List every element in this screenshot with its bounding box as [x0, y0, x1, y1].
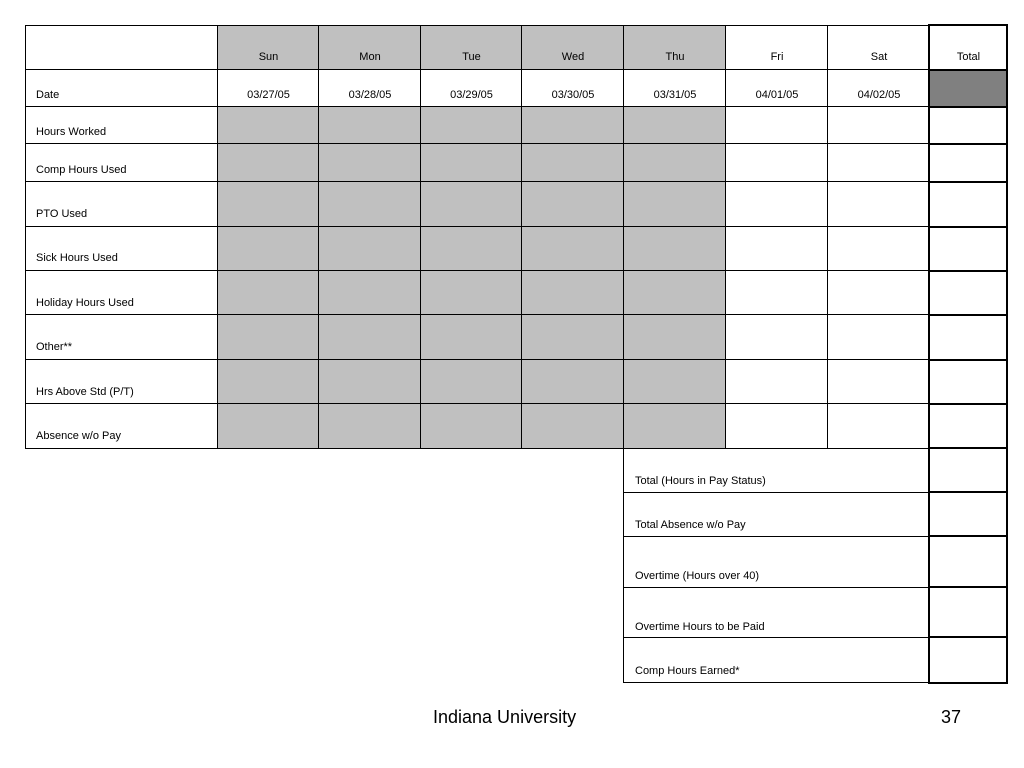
- grid-line: [25, 106, 930, 107]
- grid-line: [521, 25, 522, 449]
- row-label-holiday-hours-used: Holiday Hours Used: [36, 297, 134, 309]
- grid-line: [725, 25, 726, 449]
- day-header-fri: Fri: [770, 50, 784, 63]
- grid-line: [420, 25, 421, 449]
- total-column-border: [928, 447, 1008, 449]
- row-label-hours-worked: Hours Worked: [36, 126, 107, 138]
- total-column-border: [1006, 24, 1008, 684]
- day-header-tue: Tue: [421, 25, 522, 70]
- total-column-border: [928, 69, 1008, 71]
- grid-line: [25, 403, 930, 404]
- header-corner-cell: [25, 25, 218, 70]
- row-label-comp-hours-used: Comp Hours Used: [36, 164, 127, 176]
- grid-line: [25, 226, 930, 227]
- grid-line: [25, 270, 930, 271]
- total-column-border: [928, 682, 1008, 684]
- grid-line: [25, 143, 930, 144]
- total-column-border: [928, 143, 1008, 145]
- grid-line: [827, 25, 828, 449]
- footer-organization: Indiana University: [433, 707, 577, 727]
- total-column-border: [928, 270, 1008, 272]
- summary-label-total-absence-without-pay: Total Absence w/o Pay: [635, 519, 746, 531]
- total-column-border: [928, 586, 1008, 588]
- total-column-border: [928, 181, 1008, 183]
- day-header-mon: Mon: [319, 25, 421, 70]
- grid-line: [624, 492, 930, 493]
- total-column-border: [928, 314, 1008, 316]
- grid-line: [624, 637, 930, 638]
- grid-line: [624, 682, 930, 683]
- footer-page-number: 37: [941, 707, 962, 727]
- date-fri: 04/01/05: [755, 89, 799, 101]
- row-label-hrs-above-std: Hrs Above Std (P/T): [36, 386, 134, 398]
- day-header-sun: Sun: [218, 25, 319, 70]
- grid-line: [25, 25, 26, 449]
- total-header: Total: [956, 50, 981, 63]
- row-label-absence-without-pay: Absence w/o Pay: [36, 430, 121, 442]
- grid-line: [25, 448, 930, 449]
- total-column-border: [928, 106, 1008, 108]
- date-tue: 03/29/05: [450, 89, 493, 101]
- grid-line: [624, 536, 930, 537]
- grid-line: [623, 25, 624, 683]
- date-mon: 03/28/05: [348, 89, 392, 101]
- grid-line: [25, 181, 930, 182]
- date-sun: 03/27/05: [247, 89, 290, 101]
- day-header-sat: Sat: [870, 50, 888, 63]
- day-header-thu: Thu: [624, 25, 726, 70]
- total-column-border: [928, 359, 1008, 361]
- shaded-entry-block: [218, 107, 726, 448]
- total-column-border: [928, 491, 1008, 493]
- total-column-border: [928, 24, 930, 684]
- date-wed: 03/30/05: [551, 89, 595, 101]
- total-column-border: [928, 535, 1008, 537]
- row-label-pto-used: PTO Used: [36, 208, 88, 220]
- total-column-border: [928, 24, 1008, 26]
- summary-label-total-hours-pay-status: Total (Hours in Pay Status): [635, 475, 766, 487]
- total-column-border: [928, 403, 1008, 405]
- total-column-border: [928, 226, 1008, 228]
- summary-label-comp-hours-earned: Comp Hours Earned*: [635, 665, 740, 677]
- grid-line: [25, 25, 930, 26]
- date-total-cell: [930, 70, 1007, 107]
- grid-line: [25, 314, 930, 315]
- date-sat: 04/02/05: [857, 89, 901, 101]
- date-thu: 03/31/05: [653, 89, 697, 101]
- summary-label-overtime-hours-over-40: Overtime (Hours over 40): [635, 570, 760, 582]
- total-column-border: [928, 636, 1008, 638]
- grid-line: [25, 69, 930, 70]
- date-label: Date: [36, 89, 60, 101]
- grid-line: [217, 25, 218, 449]
- row-label-sick-hours-used: Sick Hours Used: [36, 252, 118, 264]
- grid-line: [624, 587, 930, 588]
- summary-label-overtime-hours-to-be-paid: Overtime Hours to be Paid: [635, 621, 765, 633]
- grid-line: [318, 25, 319, 449]
- day-header-wed: Wed: [522, 25, 624, 70]
- row-label-other: Other**: [36, 341, 73, 353]
- grid-line: [25, 359, 930, 360]
